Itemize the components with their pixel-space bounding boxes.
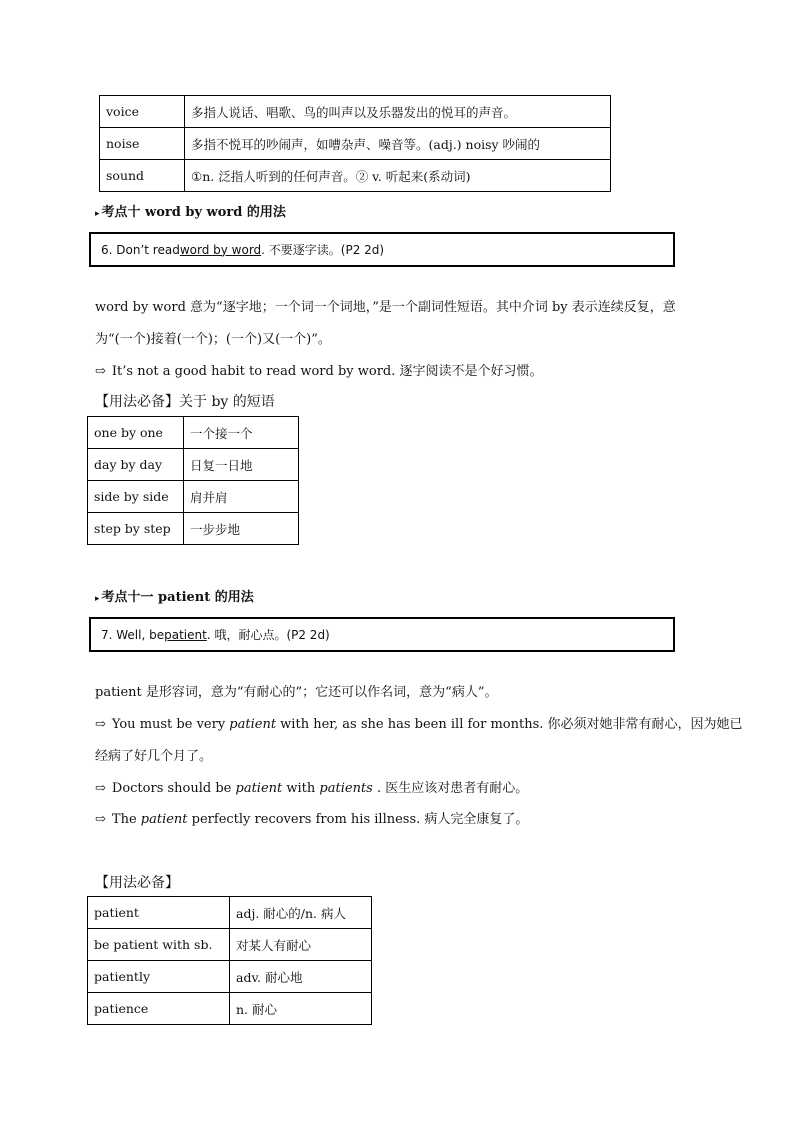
by-phrases-table [87,416,299,545]
arrow-icon: ⇨ [95,717,106,732]
patient-forms-table [87,896,372,1025]
arrow-icon: ⇨ [95,781,106,796]
section-title: 考点十一 patient 的用法 [101,590,254,605]
table-cell-word: sound [100,160,185,192]
italic-word: patient [229,717,277,732]
usage-label: 【用法必备】关于 by 的短语 [95,394,275,410]
form-en: patiently [88,961,230,993]
sound-words-table [99,95,611,192]
sentence-text: . 医生应该对患者有耐心。 [372,781,529,796]
sentence-text: with her, as she has been ill for months. 你必须对她非常有耐心，因为她已 [276,717,743,732]
example-text: 6. Don’t read [101,242,180,257]
table-row [88,993,372,1025]
phrase-zh: 日复一日地 [184,449,299,481]
table-row [88,449,299,481]
phrase-en: day by day [88,449,184,481]
form-zh: adv. 耐心地 [230,961,372,993]
sample-sentence [95,808,528,827]
explanation-line: word by word 意为“逐字地；一个词一个词地，”是一个副词性短语。其中介词 by 表示连续反复，意 [95,300,676,315]
phrase-en: step by step [88,513,184,545]
sentence-text: with [282,781,320,796]
section-title: 考点十 word by word 的用法 [101,205,286,220]
italic-word: patient [235,781,283,796]
italic-word: patient [140,812,188,827]
table-row [100,160,611,192]
phrase-zh: 一个接一个 [184,417,299,449]
table-row [100,96,611,128]
sample-sentence [95,777,528,796]
bullet-marker: ▸ [95,209,100,219]
phrase-zh: 肩并肩 [184,481,299,513]
phrase-en: side by side [88,481,184,513]
sentence-text: It’s not a good habit to read word by word. 逐字阅读不是个好习惯。 [111,364,543,379]
table-row [88,929,372,961]
table-row [88,897,372,929]
table-row [100,128,611,160]
table-row [88,481,299,513]
example-translation: . 哦，耐心点。(P2 2d) [206,628,330,642]
example-underlined-phrase: word by word [179,242,262,257]
table-cell-desc: 多指不悦耳的吵闹声，如嘈杂声、噪音等。(adj.) noisy 吵闹的 [185,128,611,160]
usage-label: 【用法必备】 [95,875,179,891]
form-en: be patient with sb. [88,929,230,961]
sample-sentence [95,360,543,379]
arrow-icon: ⇨ [95,364,106,379]
example-box [89,232,675,267]
example-text: 7. Well, be [101,627,165,642]
table-row [88,961,372,993]
sentence-text: Doctors should be [111,781,236,796]
table-cell-word: noise [100,128,185,160]
table-cell-desc: ①n. 泛指人听到的任何声音。② v. 听起来(系动词) [185,160,611,192]
arrow-icon: ⇨ [95,812,106,827]
bullet-marker: ▸ [95,594,100,604]
sample-sentence [95,713,743,732]
table-row [88,417,299,449]
form-zh: adj. 耐心的/n. 病人 [230,897,372,929]
form-en: patience [88,993,230,1025]
example-box [89,617,675,652]
sentence-text: The [111,812,141,827]
example-translation: . 不要逐字读。(P2 2d) [261,243,385,257]
table-cell-word: voice [100,96,185,128]
section-heading-point10 [95,201,286,220]
phrase-en: one by one [88,417,184,449]
table-row [88,513,299,545]
section-heading-point11 [95,586,254,605]
sentence-text: perfectly recovers from his illness. 病人完全康复了。 [187,812,529,827]
form-en: patient [88,897,230,929]
phrase-zh: 一步步地 [184,513,299,545]
form-zh: 对某人有耐心 [230,929,372,961]
form-zh: n. 耐心 [230,993,372,1025]
explanation-line: 为“(一个)接着(一个)；(一个)又(一个)”。 [95,332,331,347]
italic-word: patients [319,781,373,796]
sample-sentence-continued: 经病了好几个月了。 [95,749,213,764]
example-underlined-phrase: patient [164,627,207,642]
sentence-text: You must be very [111,717,230,732]
explanation-line: patient 是形容词，意为“有耐心的”；它还可以作名词，意为“病人”。 [95,685,498,700]
table-cell-desc: 多指人说话、唱歌、鸟的叫声以及乐器发出的悦耳的声音。 [185,96,611,128]
